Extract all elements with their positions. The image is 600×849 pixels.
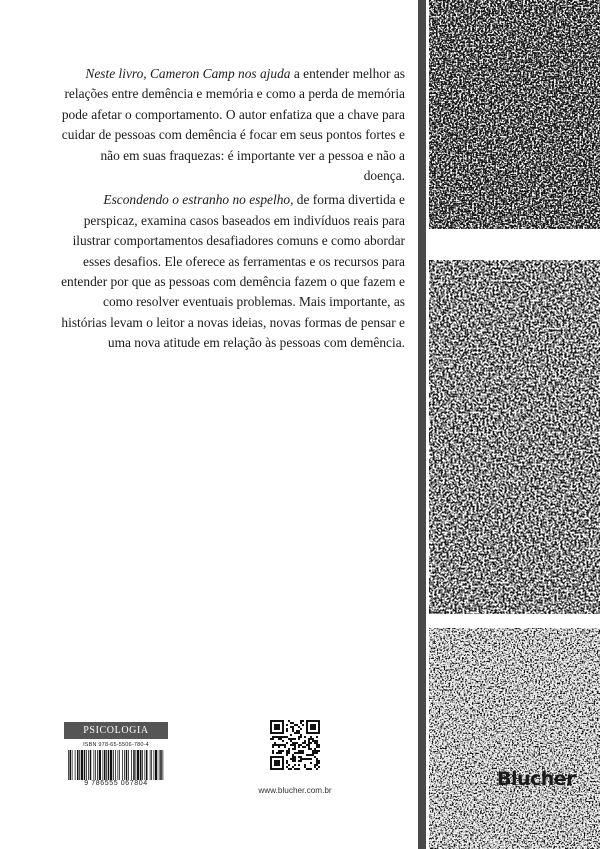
- book-title-mention: Escondendo o estranho no espelho: [103, 192, 291, 208]
- website-url: www.blucher.com.br: [258, 786, 332, 795]
- isbn: ISBN 978-65-5506-780-4: [83, 742, 149, 748]
- barcode-block: [64, 742, 168, 790]
- blurb-paragraph-1: [60, 64, 405, 186]
- qr-code-icon: [270, 720, 320, 770]
- barcode-icon: [68, 750, 164, 780]
- barcode-digits: 9 786555 067804: [84, 780, 148, 787]
- texture-panel-middle: [429, 260, 600, 614]
- texture-image: [429, 260, 600, 614]
- publisher-logo: Blucher: [497, 768, 576, 790]
- divider-stripe: [418, 0, 426, 849]
- texture-panel-bottom: [429, 628, 600, 849]
- blurb-paragraph-1-text: a entender melhor as relações entre demência e memória e como a perda de memória pode afetar o comportamento. O autor enfatiza que a chave para cuidar de pessoas com demência é focar em seus pontos fortes e não em suas fraquezas: é importante ver a pessoa e não a doença.: [61, 66, 405, 184]
- blurb-lead: Neste livro, Cameron Camp nos ajuda: [85, 66, 291, 81]
- blurb-paragraph-2-text: , de forma divertida e perspicaz, examina casos baseados em indivíduos reais para ilustrar comportamentos desafiadores comuns e como abordar esses desafios. Ele oferece as ferramentas e os recursos para entender por que as pessoas com demência fazem o que fazem e como resolver eventuais problemas. Mais importante, as histórias levam o leitor a novas ideias, novas formas de pensar e uma nova atitude em relação às pessoas com demência.: [61, 192, 405, 351]
- texture-image: [429, 0, 600, 229]
- category-label: PSICOLOGIA: [64, 722, 168, 739]
- blurb-paragraph-2: [60, 190, 405, 353]
- texture-panel-top: [429, 0, 600, 229]
- texture-image: [429, 628, 600, 849]
- blurb: [60, 64, 405, 354]
